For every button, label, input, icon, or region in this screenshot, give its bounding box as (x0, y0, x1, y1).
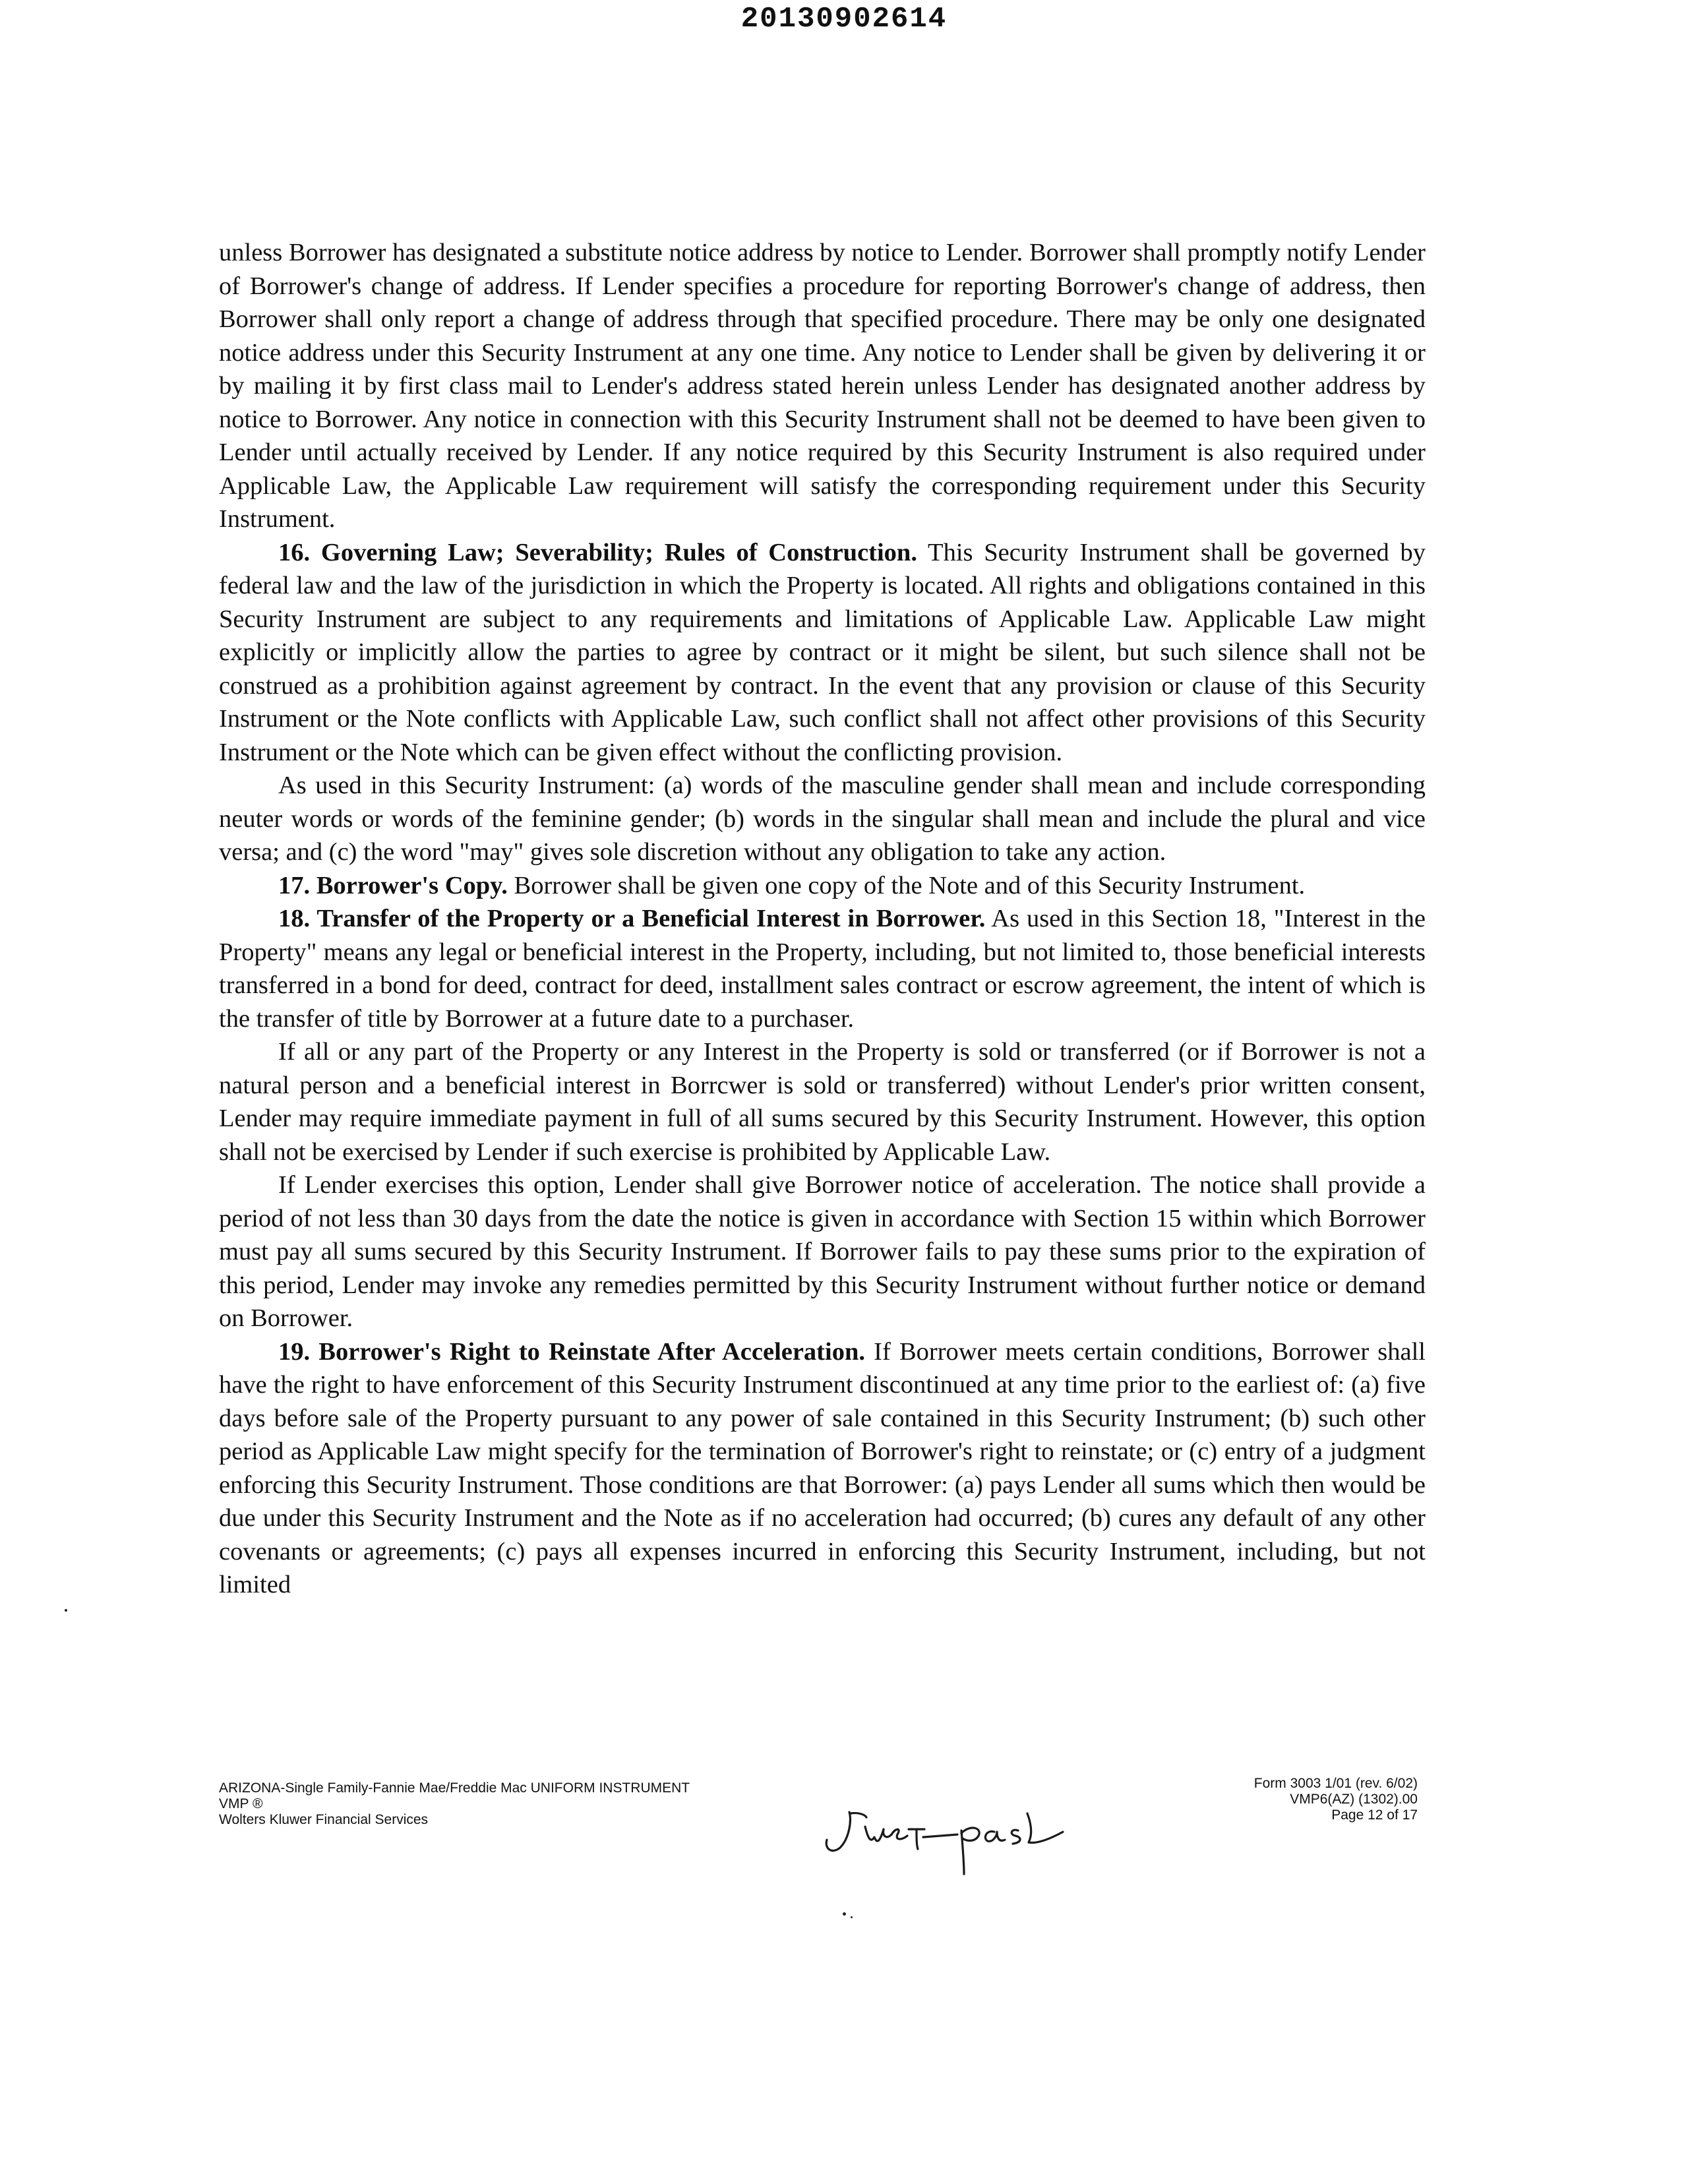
section-16-construction-paragraph: As used in this Security Instrument: (a) words of the masculine gender shall mean and include corresponding neuter words or words of the feminine gender; (b) words in the singular shall mean and include the plural and vice versa; and (c) the word "may" gives sole discretion without any obligation to take any action. (219, 772, 1426, 866)
footer-vmp: VMP ® (219, 1796, 263, 1811)
document-body (219, 236, 1426, 1602)
scan-speck (851, 1916, 853, 1918)
footer-form-info (219, 1780, 690, 1828)
section-19-heading: 19. Borrower's Right to Reinstate After Acceleration. (278, 1337, 865, 1366)
section-19-text: If Borrower meets certain conditions, Borrower shall have the right to have enforcement of this Security Instrument discontinued at any time prior to the earliest of: (a) five days before sale of the Property pursuant to any power of sale contained in this Security Instrument; (b) such other period as Applicable Law might specify for the termination of Borrower's right to reinstate; or (c) entry of a judgment enforcing this Security Instrument. Those conditions are that Borrower: (a) pays Lender all sums which then would be due under this Security Instrument and the Note as if no acceleration had occurred; (b) cures any default of any other covenants or agreements; (c) pays all expenses incurred in enforcing this Security Instrument, including, but not limited (219, 1337, 1426, 1598)
section-18-heading: 18. Transfer of the Property or a Beneficial Interest in Borrower. (278, 905, 986, 932)
handwritten-initials (818, 1800, 1081, 1879)
scan-speck (65, 1609, 67, 1612)
section-16-text: This Security Instrument shall be governed by federal law and the law of the jurisdiction in which the Property is located. All rights and obligations contained in this Security Instrument are subject to any requirements and limitations of Applicable Law. Applicable Law might explicitly or implicitly allow the parties to agree by contract or it might be silent, but such silence shall not be construed as a prohibition against agreement by contract. In the event that any provision or clause of this Security Instrument or the Note conflicts with Applicable Law, such conflict shall not affect other provisions of this Security Instrument or the Note which can be given effect without the conflicting provision. (219, 538, 1426, 766)
document-number: 20130902614 (740, 3, 948, 36)
section-16-heading: 16. Governing Law; Severability; Rules of Construction. (278, 538, 917, 566)
section-16 (219, 536, 1426, 770)
section-17 (219, 869, 1426, 903)
footer-vmp-code: VMP6(AZ) (1302).00 (1290, 1792, 1418, 1807)
footer-instrument-title: ARIZONA-Single Family-Fannie Mae/Freddie Mac UNIFORM INSTRUMENT (219, 1780, 690, 1796)
section-17-heading: 17. Borrower's Copy. (278, 871, 508, 899)
section-18-transfer-paragraph: If all or any part of the Property or any Interest in the Property is sold or transferred (or if Borrower is not a natural person and a beneficial interest in Borrcwer is sold or transferred) without Lender's prior written consent, Lender may require immediate payment in full of all sums secured by this Security Instrument. However, this option shall not be exercised by Lender if such exercise is prohibited by Applicable Law. (219, 1038, 1426, 1166)
section-17-text: Borrower shall be given one copy of the Note and of this Security Instrument. (514, 871, 1306, 899)
section-18-acceleration-paragraph: If Lender exercises this option, Lender shall give Borrower notice of acceleration. The notice shall provide a period of not less than 30 days from the date the notice is given in accordance with Section 15 within which Borrower must pay all sums secured by this Security Instrument. If Borrower fails to pay these sums prior to the expiration of this period, Lender may invoke any remedies permitted by this Security Instrument without further notice or demand on Borrower. (219, 1171, 1426, 1332)
section-18-text: As used in this Section 18, "Interest in the Property" means any legal or beneficial interest in the Property, including, but not limited to, those beneficial interests transferred in a bond for deed, contract for deed, installment sales contract or escrow agreement, the intent of which is the transfer of title by Borrower at a future date to a purchaser. (219, 905, 1426, 1033)
scan-speck (843, 1912, 846, 1916)
notice-paragraph: unless Borrower has designated a substitute notice address by notice to Lender. Borrower shall promptly notify Lender of Borrower's change of address. If Lender specifies a procedure for reporting Borrower's change of address, then Borrower shall only report a change of address through that specified procedure. There may be only one designated notice address under this Security Instrument at any one time. Any notice to Lender shall be given by delivering it or by mailing it by first class mail to Lender's address stated herein unless Lender has designated another address by notice to Borrower. Any notice in connection with this Security Instrument shall not be deemed to have been given to Lender until actually received by Lender. If any notice required by this Security Instrument is also required under Applicable Law, the Applicable Law requirement will satisfy the corresponding requirement under this Security Instrument. (219, 239, 1426, 533)
page-number: Page 12 of 17 (1331, 1807, 1418, 1823)
section-18 (219, 902, 1426, 1035)
footer-publisher: Wolters Kluwer Financial Services (219, 1812, 429, 1827)
footer-form-id: Form 3003 1/01 (rev. 6/02) (1253, 1776, 1418, 1791)
section-19 (219, 1335, 1426, 1602)
footer-form-number (1121, 1776, 1418, 1823)
